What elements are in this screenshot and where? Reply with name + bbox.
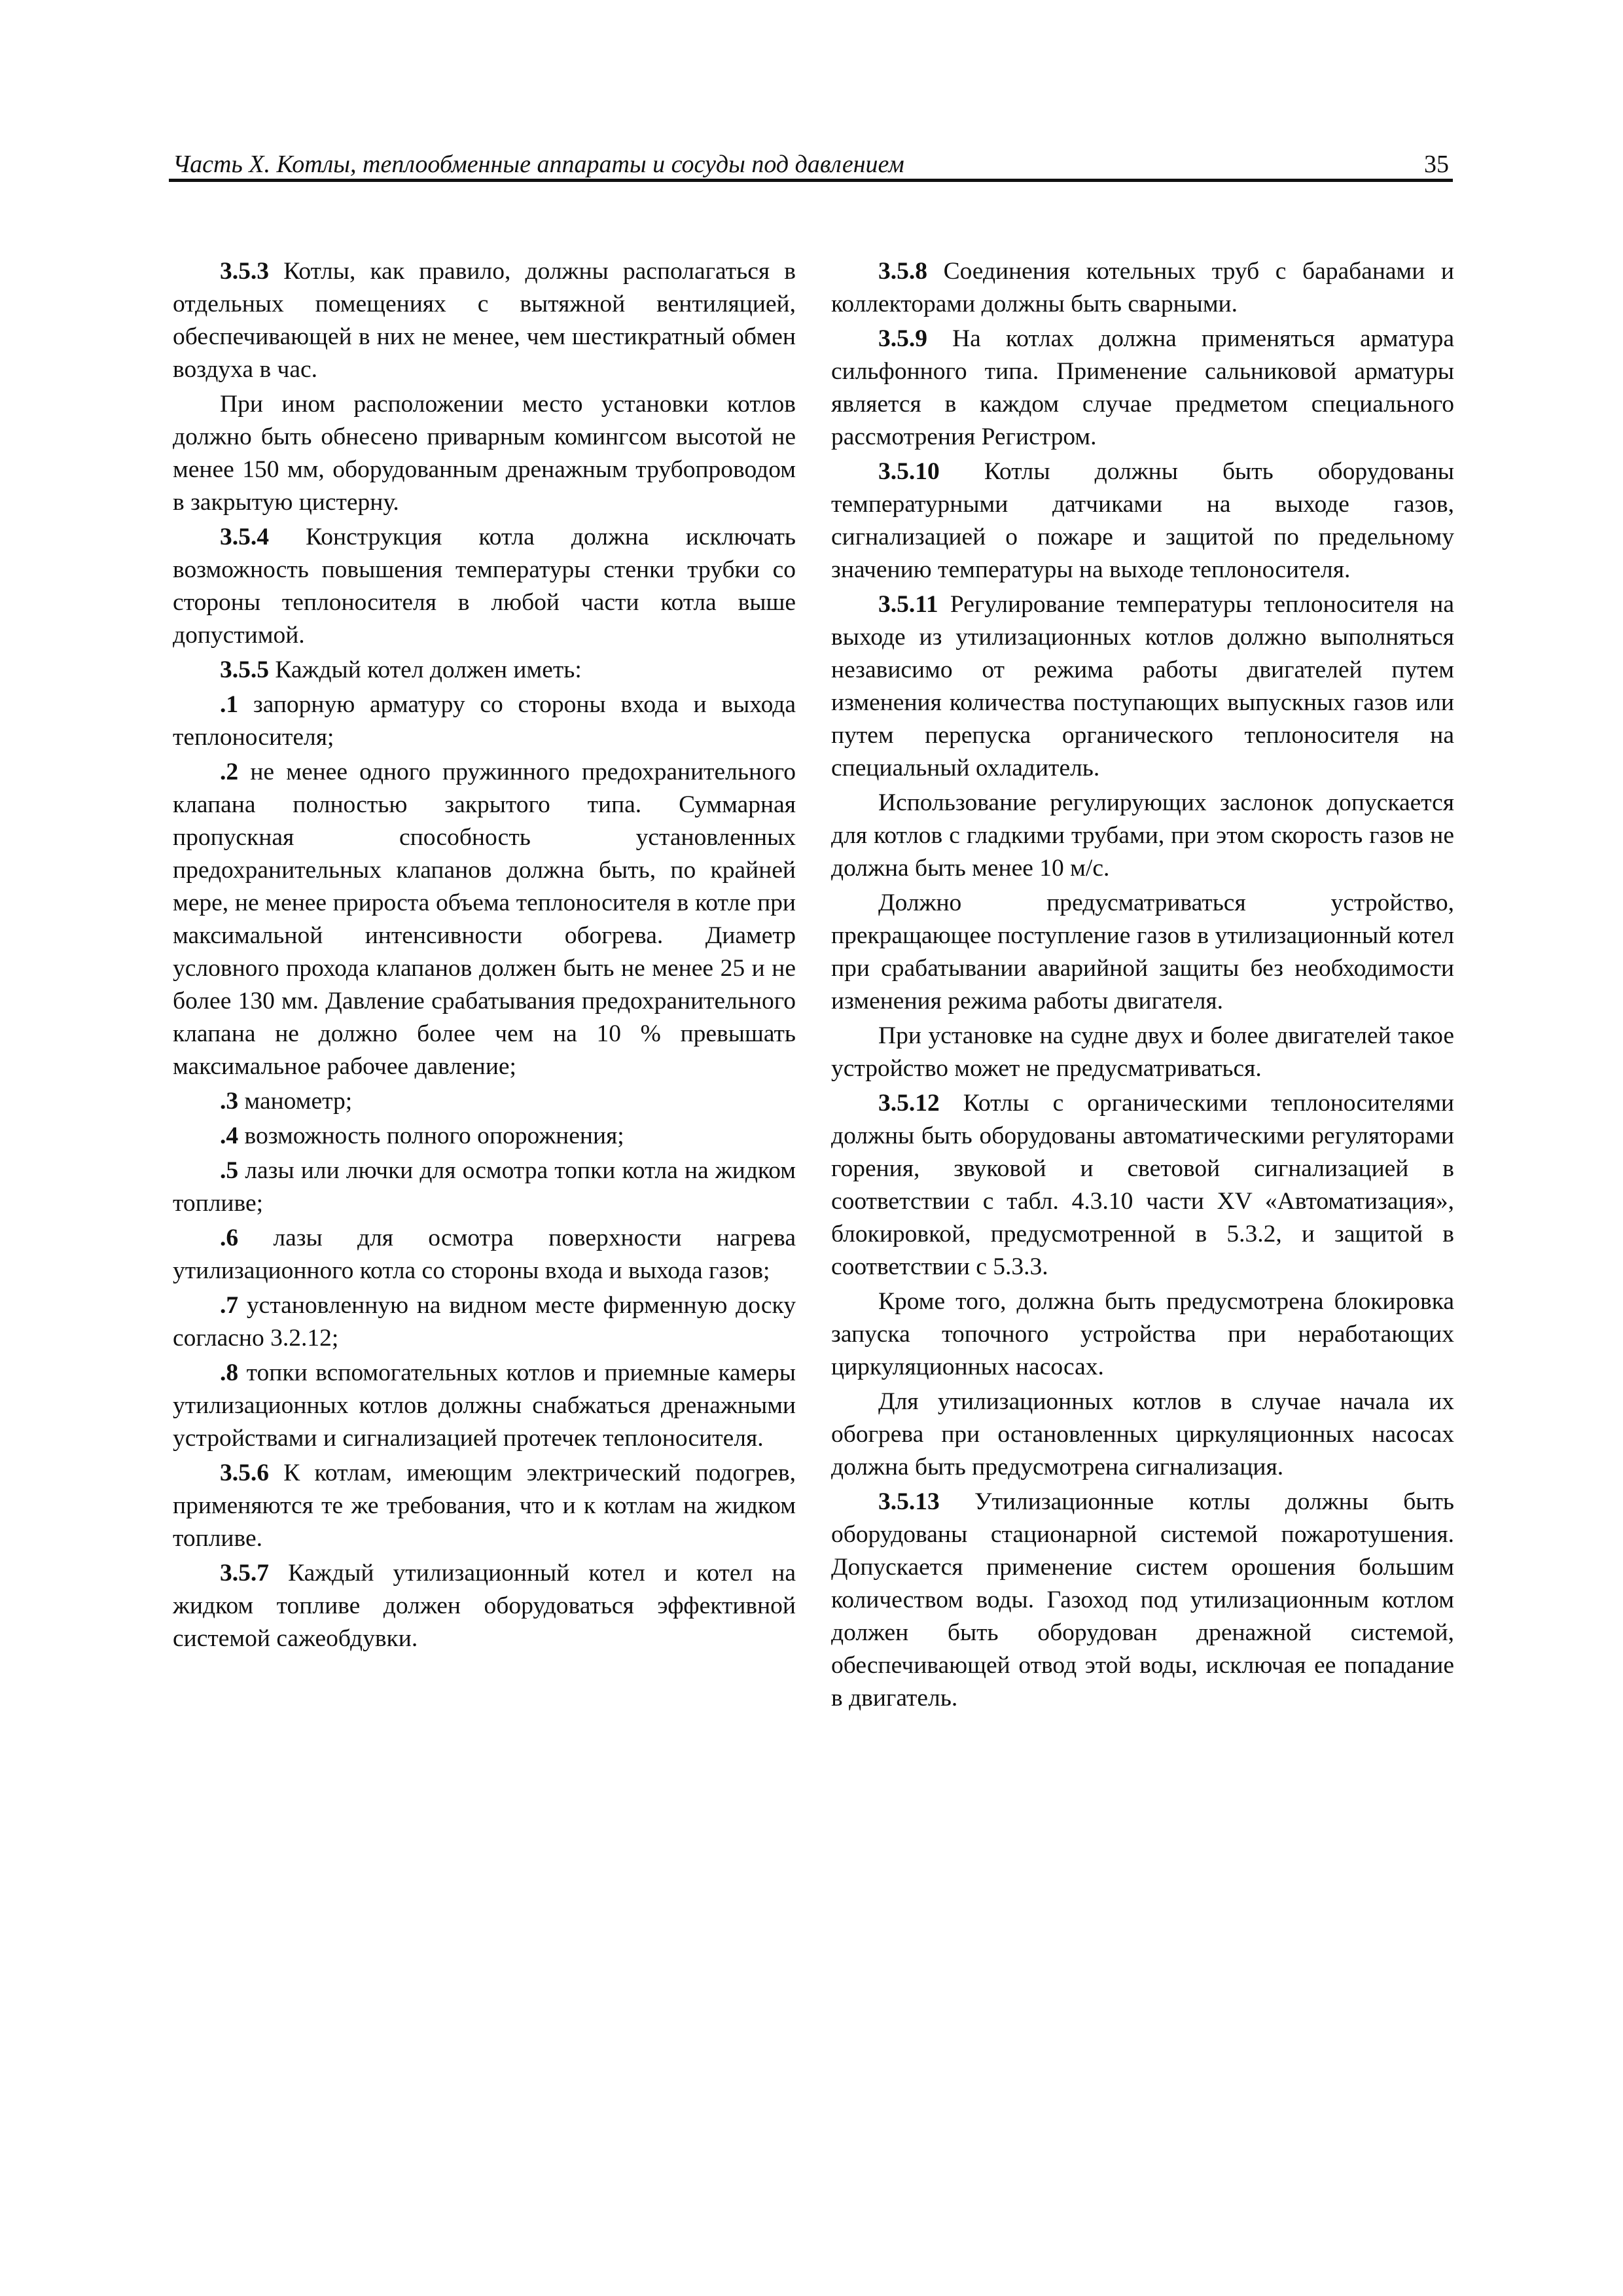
paragraph-text: Соединения котельных труб с барабанами и коллекторами должны быть сварными. xyxy=(831,258,1454,317)
paragraph xyxy=(173,1155,796,1220)
paragraph xyxy=(173,1557,796,1655)
header-title: Часть X. Котлы, теплообменные аппараты и сосуды под давлением xyxy=(173,151,904,178)
paragraph-text: лазы или лючки для осмотра топки котла на жидком топливе; xyxy=(173,1157,796,1217)
clause-number: 3.5.11 xyxy=(878,591,938,618)
clause-number: .8 xyxy=(220,1359,239,1386)
clause-number: 3.5.3 xyxy=(220,258,269,285)
clause-number: 3.5.4 xyxy=(220,524,269,550)
paragraph-text: Кроме того, должна быть предусмотрена блокировка запуска топочного устройства при неработающих циркуляционных насосах. xyxy=(831,1288,1454,1380)
paragraph xyxy=(831,887,1454,1018)
header-rule xyxy=(169,179,1453,182)
paragraph-text: Котлы, как правило, должны располагаться в отдельных помещениях с вытяжной вентиляцией, обеспечивающей в них не менее, чем шестикратный обмен воздуха в час. xyxy=(173,258,796,383)
paragraph xyxy=(831,1087,1454,1283)
clause-number: 3.5.8 xyxy=(878,258,927,285)
paragraph xyxy=(173,1222,796,1287)
clause-number: 3.5.13 xyxy=(878,1488,940,1515)
paragraph-text: возможность полного опорожнения; xyxy=(238,1122,624,1149)
right-column xyxy=(831,255,1454,1717)
paragraph-text: При установке на судне двух и более двигателей такое устройство может не предусматриваться. xyxy=(831,1022,1454,1082)
paragraph xyxy=(831,588,1454,785)
paragraph-text: Конструкция котла должна исключать возможность повышения температуры стенки трубки со стороны теплоносителя в любой части котла выше допустимой. xyxy=(173,524,796,649)
paragraph-text: не менее одного пружинного предохранительного клапана полностью закрытого типа. Суммарная пропускная способность установленных предохранительных клапанов должна быть, по крайней мере, не менее прироста объема теплоносителя в котле при максимальной интенсивности обогрева. Диаметр условного прохода клапанов должен быть не менее 25 и не более 130 мм. Давление срабатывания предохранительного клапана не должно более чем на 10 % превышать максимальное рабочее давление; xyxy=(173,759,796,1080)
paragraph-text: Для утилизационных котлов в случае начала их обогрева при остановленных циркуляционных насосах должна быть предусмотрена сигнализация. xyxy=(831,1388,1454,1480)
clause-number: 3.5.6 xyxy=(220,1460,269,1486)
clause-number: .4 xyxy=(220,1122,239,1149)
paragraph-text: установленную на видном месте фирменную доску согласно 3.2.12; xyxy=(173,1292,796,1352)
paragraph xyxy=(173,1085,796,1118)
paragraph xyxy=(173,1289,796,1355)
clause-number: .3 xyxy=(220,1088,239,1115)
paragraph-text: Регулирование температуры теплоносителя на выходе из утилизационных котлов должно выполняться независимо от режима работы двигателей путем изменения количества поступающих выпускных газов или путем перепуска органического теплоносителя на специальный охладитель. xyxy=(831,591,1454,781)
clause-number: .5 xyxy=(220,1157,239,1184)
paragraph-text: Использование регулирующих заслонок допускается для котлов с гладкими трубами, при этом скорость газов не должна быть менее 10 м/с. xyxy=(831,789,1454,882)
paragraph xyxy=(831,1486,1454,1715)
paragraph-text: топки вспомогательных котлов и приемные камеры утилизационных котлов должны снабжаться дренажными устройствами и сигнализацией протечек теплоносителя. xyxy=(173,1359,796,1452)
page-number: 35 xyxy=(1424,151,1449,178)
paragraph-text: На котлах должна применяться арматура сильфонного типа. Применение сальниковой арматуры является в каждом случае предметом специального рассмотрения Регистром. xyxy=(831,325,1454,450)
paragraph xyxy=(173,1357,796,1455)
paragraph xyxy=(173,255,796,386)
running-header xyxy=(169,145,1453,182)
paragraph-text: Каждый утилизационный котел и котел на жидком топливе должен оборудоваться эффективной системой сажеобдувки. xyxy=(173,1560,796,1652)
paragraph-text: При ином расположении место установки котлов должно быть обнесено приварным комингсом высотой не менее 150 мм, оборудованным дренажным трубопроводом в закрытую цистерну. xyxy=(173,391,796,516)
paragraph xyxy=(173,689,796,754)
paragraph xyxy=(831,787,1454,885)
paragraph-text: лазы для осмотра поверхности нагрева утилизационного котла со стороны входа и выхода газов; xyxy=(173,1225,796,1284)
paragraph xyxy=(831,1285,1454,1384)
paragraph-text: манометр; xyxy=(238,1088,353,1115)
paragraph xyxy=(831,323,1454,454)
clause-number: 3.5.7 xyxy=(220,1560,269,1587)
clause-number: 3.5.5 xyxy=(220,656,269,683)
clause-number: .6 xyxy=(220,1225,239,1251)
clause-number: .2 xyxy=(220,759,239,785)
left-column xyxy=(173,255,796,1657)
clause-number: .1 xyxy=(220,691,239,718)
paragraph-text: Котлы с органическими теплоносителями должны быть оборудованы автоматическими регуляторами горения, звуковой и световой сигнализацией в соответствии с табл. 4.3.10 части XV «Автоматизация», блокировкой, предусмотренной в 5.3.2, и защитой в соответствии с 5.3.3. xyxy=(831,1090,1454,1280)
paragraph xyxy=(831,456,1454,586)
paragraph xyxy=(831,1020,1454,1085)
clause-number: .7 xyxy=(220,1292,239,1319)
paragraph-text: Каждый котел должен иметь: xyxy=(269,656,582,683)
paragraph xyxy=(831,255,1454,321)
paragraph xyxy=(173,1457,796,1555)
paragraph xyxy=(173,756,796,1083)
paragraph xyxy=(173,654,796,687)
paragraph-text: Должно предусматриваться устройство, прекращающее поступление газов в утилизационный котел при срабатывании аварийной защиты без необходимости изменения режима работы двигателя. xyxy=(831,889,1454,1014)
clause-number: 3.5.9 xyxy=(878,325,927,352)
paragraph xyxy=(831,1386,1454,1484)
paragraph-text: Утилизационные котлы должны быть оборудованы стационарной системой пожаротушения. Допускается применение систем орошения большим количеством воды. Газоход под утилизационным котлом должен быть оборудован дренажной системой, обеспечивающей отвод этой воды, исключая ее попадание в двигатель. xyxy=(831,1488,1454,1712)
paragraph-text: К котлам, имеющим электрический подогрев, применяются те же требования, что и к котлам на жидком топливе. xyxy=(173,1460,796,1552)
paragraph-text: Котлы должны быть оборудованы температурными датчиками на выходе газов, сигнализацией о пожаре и защитой по предельному значению температуры на выходе теплоносителя. xyxy=(831,458,1454,583)
paragraph xyxy=(173,388,796,519)
clause-number: 3.5.10 xyxy=(878,458,940,485)
clause-number: 3.5.12 xyxy=(878,1090,940,1117)
paragraph-text: запорную арматуру со стороны входа и выхода теплоносителя; xyxy=(173,691,796,751)
paragraph xyxy=(173,1120,796,1153)
paragraph xyxy=(173,521,796,652)
